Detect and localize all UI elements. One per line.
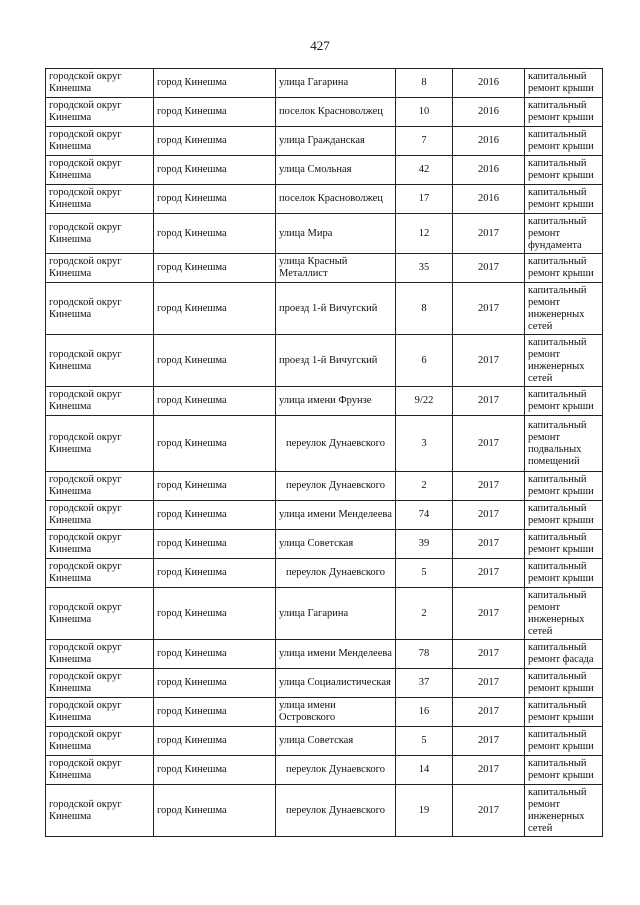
work-type-cell: капитальный ремонт крыши [525, 669, 603, 698]
street-cell: улица Советская [276, 530, 396, 559]
house-number-cell: 39 [396, 530, 453, 559]
city-cell: город Кинешма [154, 335, 276, 387]
city-cell: город Кинешма [154, 387, 276, 416]
district-cell: городской округ Кинешма [46, 727, 154, 756]
house-number-cell: 8 [396, 283, 453, 335]
page-number: 427 [310, 38, 330, 53]
table-row [46, 669, 603, 698]
table-row [46, 472, 603, 501]
house-number-cell: 8 [396, 69, 453, 98]
district-cell: городской округ Кинешма [46, 127, 154, 156]
street-cell: переулок Дунаевского [276, 785, 396, 837]
district-cell: городской округ Кинешма [46, 698, 154, 727]
house-number-cell: 3 [396, 416, 453, 472]
year-cell: 2017 [453, 640, 525, 669]
table-row [46, 387, 603, 416]
house-number-cell: 14 [396, 756, 453, 785]
house-number-cell: 17 [396, 185, 453, 214]
city-cell: город Кинешма [154, 588, 276, 640]
street-cell: переулок Дунаевского [276, 559, 396, 588]
street-cell: улица Мира [276, 214, 396, 254]
house-number-cell: 35 [396, 254, 453, 283]
district-cell: городской округ Кинешма [46, 214, 154, 254]
table-row [46, 727, 603, 756]
city-cell: город Кинешма [154, 756, 276, 785]
year-cell: 2017 [453, 727, 525, 756]
year-cell: 2017 [453, 254, 525, 283]
district-cell: городской округ Кинешма [46, 501, 154, 530]
year-cell: 2016 [453, 185, 525, 214]
table-row [46, 69, 603, 98]
house-number-cell: 5 [396, 727, 453, 756]
work-type-cell: капитальный ремонт крыши [525, 559, 603, 588]
work-type-cell: капитальный ремонт крыши [525, 756, 603, 785]
street-cell: улица Гагарина [276, 69, 396, 98]
city-cell: город Кинешма [154, 669, 276, 698]
work-type-cell: капитальный ремонт крыши [525, 698, 603, 727]
table-row [46, 127, 603, 156]
house-number-cell: 16 [396, 698, 453, 727]
city-cell: город Кинешма [154, 559, 276, 588]
street-cell: улица Гражданская [276, 127, 396, 156]
street-cell: проезд 1-й Вичугский [276, 335, 396, 387]
work-type-cell: капитальный ремонт крыши [525, 69, 603, 98]
district-cell: городской округ Кинешма [46, 559, 154, 588]
year-cell: 2017 [453, 501, 525, 530]
table-row [46, 416, 603, 472]
house-number-cell: 9/22 [396, 387, 453, 416]
work-type-cell: капитальный ремонт крыши [525, 501, 603, 530]
table-row [46, 588, 603, 640]
city-cell: город Кинешма [154, 254, 276, 283]
table-row [46, 335, 603, 387]
street-cell: улица Гагарина [276, 588, 396, 640]
city-cell: город Кинешма [154, 127, 276, 156]
city-cell: город Кинешма [154, 640, 276, 669]
city-cell: город Кинешма [154, 785, 276, 837]
table-row [46, 785, 603, 837]
district-cell: городской округ Кинешма [46, 472, 154, 501]
district-cell: городской округ Кинешма [46, 69, 154, 98]
table-row [46, 185, 603, 214]
district-cell: городской округ Кинешма [46, 416, 154, 472]
street-cell: улица имени Менделеева [276, 501, 396, 530]
table-row [46, 501, 603, 530]
year-cell: 2017 [453, 472, 525, 501]
district-cell: городской округ Кинешма [46, 640, 154, 669]
table-row [46, 698, 603, 727]
year-cell: 2017 [453, 387, 525, 416]
work-type-cell: капитальный ремонт крыши [525, 387, 603, 416]
district-cell: городской округ Кинешма [46, 387, 154, 416]
table-row [46, 98, 603, 127]
city-cell: город Кинешма [154, 283, 276, 335]
year-cell: 2017 [453, 559, 525, 588]
city-cell: город Кинешма [154, 156, 276, 185]
street-cell: проезд 1-й Вичугский [276, 283, 396, 335]
work-type-cell: капитальный ремонт крыши [525, 127, 603, 156]
work-type-cell: капитальный ремонт фундамента [525, 214, 603, 254]
street-cell: улица Советская [276, 727, 396, 756]
year-cell: 2016 [453, 127, 525, 156]
year-cell: 2016 [453, 69, 525, 98]
work-type-cell: капитальный ремонт крыши [525, 185, 603, 214]
work-type-cell: капитальный ремонт инженерных сетей [525, 335, 603, 387]
city-cell: город Кинешма [154, 727, 276, 756]
table-row [46, 283, 603, 335]
table-row [46, 530, 603, 559]
district-cell: городской округ Кинешма [46, 156, 154, 185]
district-cell: городской округ Кинешма [46, 283, 154, 335]
year-cell: 2017 [453, 335, 525, 387]
street-cell: переулок Дунаевского [276, 756, 396, 785]
district-cell: городской округ Кинешма [46, 185, 154, 214]
year-cell: 2017 [453, 698, 525, 727]
work-type-cell: капитальный ремонт крыши [525, 727, 603, 756]
city-cell: город Кинешма [154, 69, 276, 98]
house-number-cell: 7 [396, 127, 453, 156]
year-cell: 2017 [453, 530, 525, 559]
house-number-cell: 5 [396, 559, 453, 588]
year-cell: 2017 [453, 283, 525, 335]
street-cell: переулок Дунаевского [276, 472, 396, 501]
house-number-cell: 74 [396, 501, 453, 530]
house-number-cell: 2 [396, 588, 453, 640]
year-cell: 2017 [453, 756, 525, 785]
street-cell: переулок Дунаевского [276, 416, 396, 472]
street-cell: поселок Красноволжец [276, 98, 396, 127]
house-number-cell: 42 [396, 156, 453, 185]
year-cell: 2017 [453, 416, 525, 472]
district-cell: городской округ Кинешма [46, 756, 154, 785]
house-number-cell: 19 [396, 785, 453, 837]
work-type-cell: капитальный ремонт крыши [525, 472, 603, 501]
street-cell: улица Красный Металлист [276, 254, 396, 283]
house-number-cell: 78 [396, 640, 453, 669]
district-cell: городской округ Кинешма [46, 335, 154, 387]
house-number-cell: 10 [396, 98, 453, 127]
district-cell: городской округ Кинешма [46, 98, 154, 127]
city-cell: город Кинешма [154, 98, 276, 127]
city-cell: город Кинешма [154, 416, 276, 472]
work-type-cell: капитальный ремонт фасада [525, 640, 603, 669]
work-type-cell: капитальный ремонт инженерных сетей [525, 588, 603, 640]
work-type-cell: капитальный ремонт крыши [525, 254, 603, 283]
street-cell: улица имени Менделеева [276, 640, 396, 669]
city-cell: город Кинешма [154, 501, 276, 530]
year-cell: 2017 [453, 785, 525, 837]
work-type-cell: капитальный ремонт крыши [525, 156, 603, 185]
city-cell: город Кинешма [154, 698, 276, 727]
street-cell: улица имени Островского [276, 698, 396, 727]
work-type-cell: капитальный ремонт инженерных сетей [525, 785, 603, 837]
table-row [46, 214, 603, 254]
district-cell: городской округ Кинешма [46, 669, 154, 698]
table-row [46, 156, 603, 185]
work-type-cell: капитальный ремонт крыши [525, 98, 603, 127]
house-number-cell: 2 [396, 472, 453, 501]
repair-schedule-table [45, 68, 603, 837]
table-row [46, 254, 603, 283]
house-number-cell: 6 [396, 335, 453, 387]
house-number-cell: 12 [396, 214, 453, 254]
city-cell: город Кинешма [154, 214, 276, 254]
table-row [46, 559, 603, 588]
table-row [46, 640, 603, 669]
house-number-cell: 37 [396, 669, 453, 698]
district-cell: городской округ Кинешма [46, 254, 154, 283]
work-type-cell: капитальный ремонт инженерных сетей [525, 283, 603, 335]
street-cell: улица имени Фрунзе [276, 387, 396, 416]
district-cell: городской округ Кинешма [46, 530, 154, 559]
work-type-cell: капитальный ремонт крыши [525, 530, 603, 559]
district-cell: городской округ Кинешма [46, 588, 154, 640]
year-cell: 2017 [453, 669, 525, 698]
year-cell: 2017 [453, 588, 525, 640]
city-cell: город Кинешма [154, 185, 276, 214]
street-cell: улица Смольная [276, 156, 396, 185]
city-cell: город Кинешма [154, 530, 276, 559]
year-cell: 2016 [453, 156, 525, 185]
work-type-cell: капитальный ремонт подвальных помещений [525, 416, 603, 472]
district-cell: городской округ Кинешма [46, 785, 154, 837]
year-cell: 2016 [453, 98, 525, 127]
city-cell: город Кинешма [154, 472, 276, 501]
year-cell: 2017 [453, 214, 525, 254]
street-cell: улица Социалистическая [276, 669, 396, 698]
street-cell: поселок Красноволжец [276, 185, 396, 214]
table-row [46, 756, 603, 785]
